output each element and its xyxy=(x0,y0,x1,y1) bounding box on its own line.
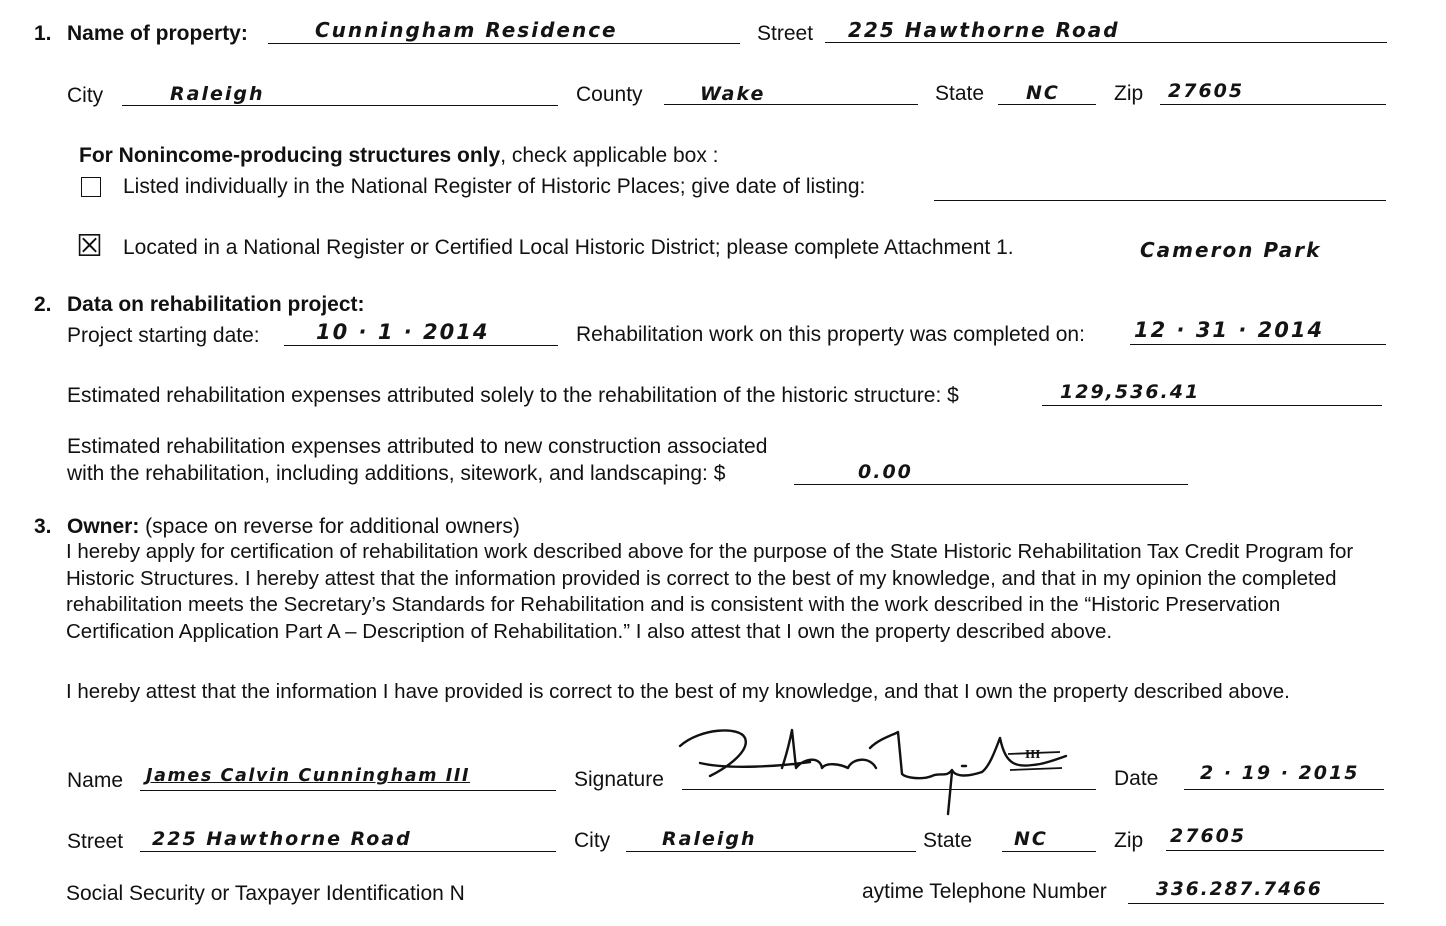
street-label: Street xyxy=(757,22,814,45)
owner-signature[interactable] xyxy=(670,718,1090,818)
section-2-heading: Data on rehabilitation project: xyxy=(67,293,365,316)
county-label: County xyxy=(576,83,643,106)
state-value[interactable]: NC xyxy=(1026,82,1060,104)
historic-expenses-label: Estimated rehabilitation expenses attributed solely to the rehabilitation of the historic structure: $ xyxy=(67,384,959,407)
zip-line xyxy=(1160,104,1386,105)
signature-label: Signature xyxy=(574,768,664,791)
historic-district-label: Located in a National Register or Certified Local Historic District; please complete Attachment 1. xyxy=(123,236,1014,259)
owner-city-line xyxy=(626,851,916,852)
owner-street-value[interactable]: 225 Hawthorne Road xyxy=(152,828,412,850)
zip-value[interactable]: 27605 xyxy=(1168,80,1245,102)
completion-line xyxy=(1130,344,1386,345)
owner-city-value[interactable]: Raleigh xyxy=(662,828,757,850)
listing-date-line xyxy=(934,200,1386,201)
owner-zip-value[interactable]: 27605 xyxy=(1170,825,1247,847)
owner-state-line xyxy=(1002,851,1096,852)
historic-district-value[interactable]: Cameron Park xyxy=(1140,238,1322,262)
completion-label: Rehabilitation work on this property was completed on: xyxy=(576,323,1085,346)
new-construction-label-line2: with the rehabilitation, including additions, sitework, and landscaping: $ xyxy=(67,462,726,485)
new-construction-label-line1: Estimated rehabilitation expenses attributed to new construction associated xyxy=(67,435,768,458)
listed-individually-checkbox[interactable] xyxy=(81,177,101,197)
nonincome-rest-text: , check applicable box : xyxy=(500,144,719,167)
new-construction-value[interactable]: 0.00 xyxy=(858,461,913,483)
county-value[interactable]: Wake xyxy=(700,83,766,105)
attestation-paragraph-2: I hereby attest that the information I have provided is correct to the best of my knowledge, and that I own the property described above. xyxy=(66,680,1290,703)
project-start-label: Project starting date: xyxy=(67,324,260,347)
historic-expenses-value[interactable]: 129,536.41 xyxy=(1060,381,1201,403)
project-start-line xyxy=(284,345,558,346)
signature-suffix: III xyxy=(1025,748,1041,761)
owner-city-label: City xyxy=(574,829,611,852)
street-value[interactable]: 225 Hawthorne Road xyxy=(848,18,1120,42)
signature-date-line xyxy=(1184,789,1384,790)
city-label: City xyxy=(67,84,104,107)
zip-label: Zip xyxy=(1114,82,1144,105)
phone-line xyxy=(1128,903,1384,904)
city-value[interactable]: Raleigh xyxy=(170,83,265,105)
new-construction-line xyxy=(794,484,1188,485)
state-label: State xyxy=(935,82,985,105)
owner-zip-line xyxy=(1166,850,1384,851)
property-name-label: Name of property: xyxy=(67,22,248,45)
owner-zip-label: Zip xyxy=(1114,829,1144,852)
property-name-value[interactable]: Cunningham Residence xyxy=(315,18,618,42)
section-3-number: 3. xyxy=(34,515,52,538)
owner-name-label: Name xyxy=(67,769,124,792)
section-2-number: 2. xyxy=(34,293,52,316)
listed-individually-label: Listed individually in the National Register of Historic Places; give date of listing: xyxy=(123,175,866,198)
ssn-label: Social Security or Taxpayer Identification N xyxy=(66,882,465,905)
owner-heading-bold: Owner: xyxy=(67,515,140,538)
owner-street-label: Street xyxy=(67,830,124,853)
section-1-number: 1. xyxy=(34,22,52,45)
signature-date-label: Date xyxy=(1114,767,1159,790)
nonincome-instruction xyxy=(79,144,719,168)
owner-state-label: State xyxy=(923,829,973,852)
project-start-value[interactable]: 10 · 1 · 2014 xyxy=(316,320,490,344)
owner-name-value[interactable]: James Calvin Cunningham III xyxy=(146,766,471,786)
owner-state-value[interactable]: NC xyxy=(1014,828,1048,850)
historic-expenses-line xyxy=(1042,405,1382,406)
historic-district-checkbox[interactable]: ☒ xyxy=(76,229,103,264)
owner-heading-note: (space on reverse for additional owners) xyxy=(139,515,520,538)
phone-label: aytime Telephone Number xyxy=(862,880,1107,903)
phone-value[interactable]: 336.287.7466 xyxy=(1156,879,1323,900)
city-line xyxy=(122,105,558,106)
signature-date-value[interactable]: 2 · 19 · 2015 xyxy=(1200,762,1360,784)
attestation-paragraph: I hereby apply for certification of rehabilitation work described above for the purpose of the State Historic Rehabilitation Tax Credit Program for Historic Structures. I hereby attest that the information provided is correct to the best of my knowledge, and that in my opinion the completed rehabilitation meets the Secretary’s Standards for Rehabilitation and is consistent with the work described in the “Historic Preservation Certification Application Part A – Description of Rehabilitation.” I also attest that I own the property described above. xyxy=(66,540,1354,643)
street-line xyxy=(825,42,1387,43)
state-line xyxy=(998,104,1096,105)
owner-heading xyxy=(67,515,520,539)
nonincome-bold-text: For Nonincome-producing structures only xyxy=(79,144,501,167)
owner-street-line xyxy=(140,851,556,852)
completion-value[interactable]: 12 · 31 · 2014 xyxy=(1134,318,1325,342)
owner-name-line xyxy=(140,790,556,791)
property-name-line xyxy=(268,43,740,44)
